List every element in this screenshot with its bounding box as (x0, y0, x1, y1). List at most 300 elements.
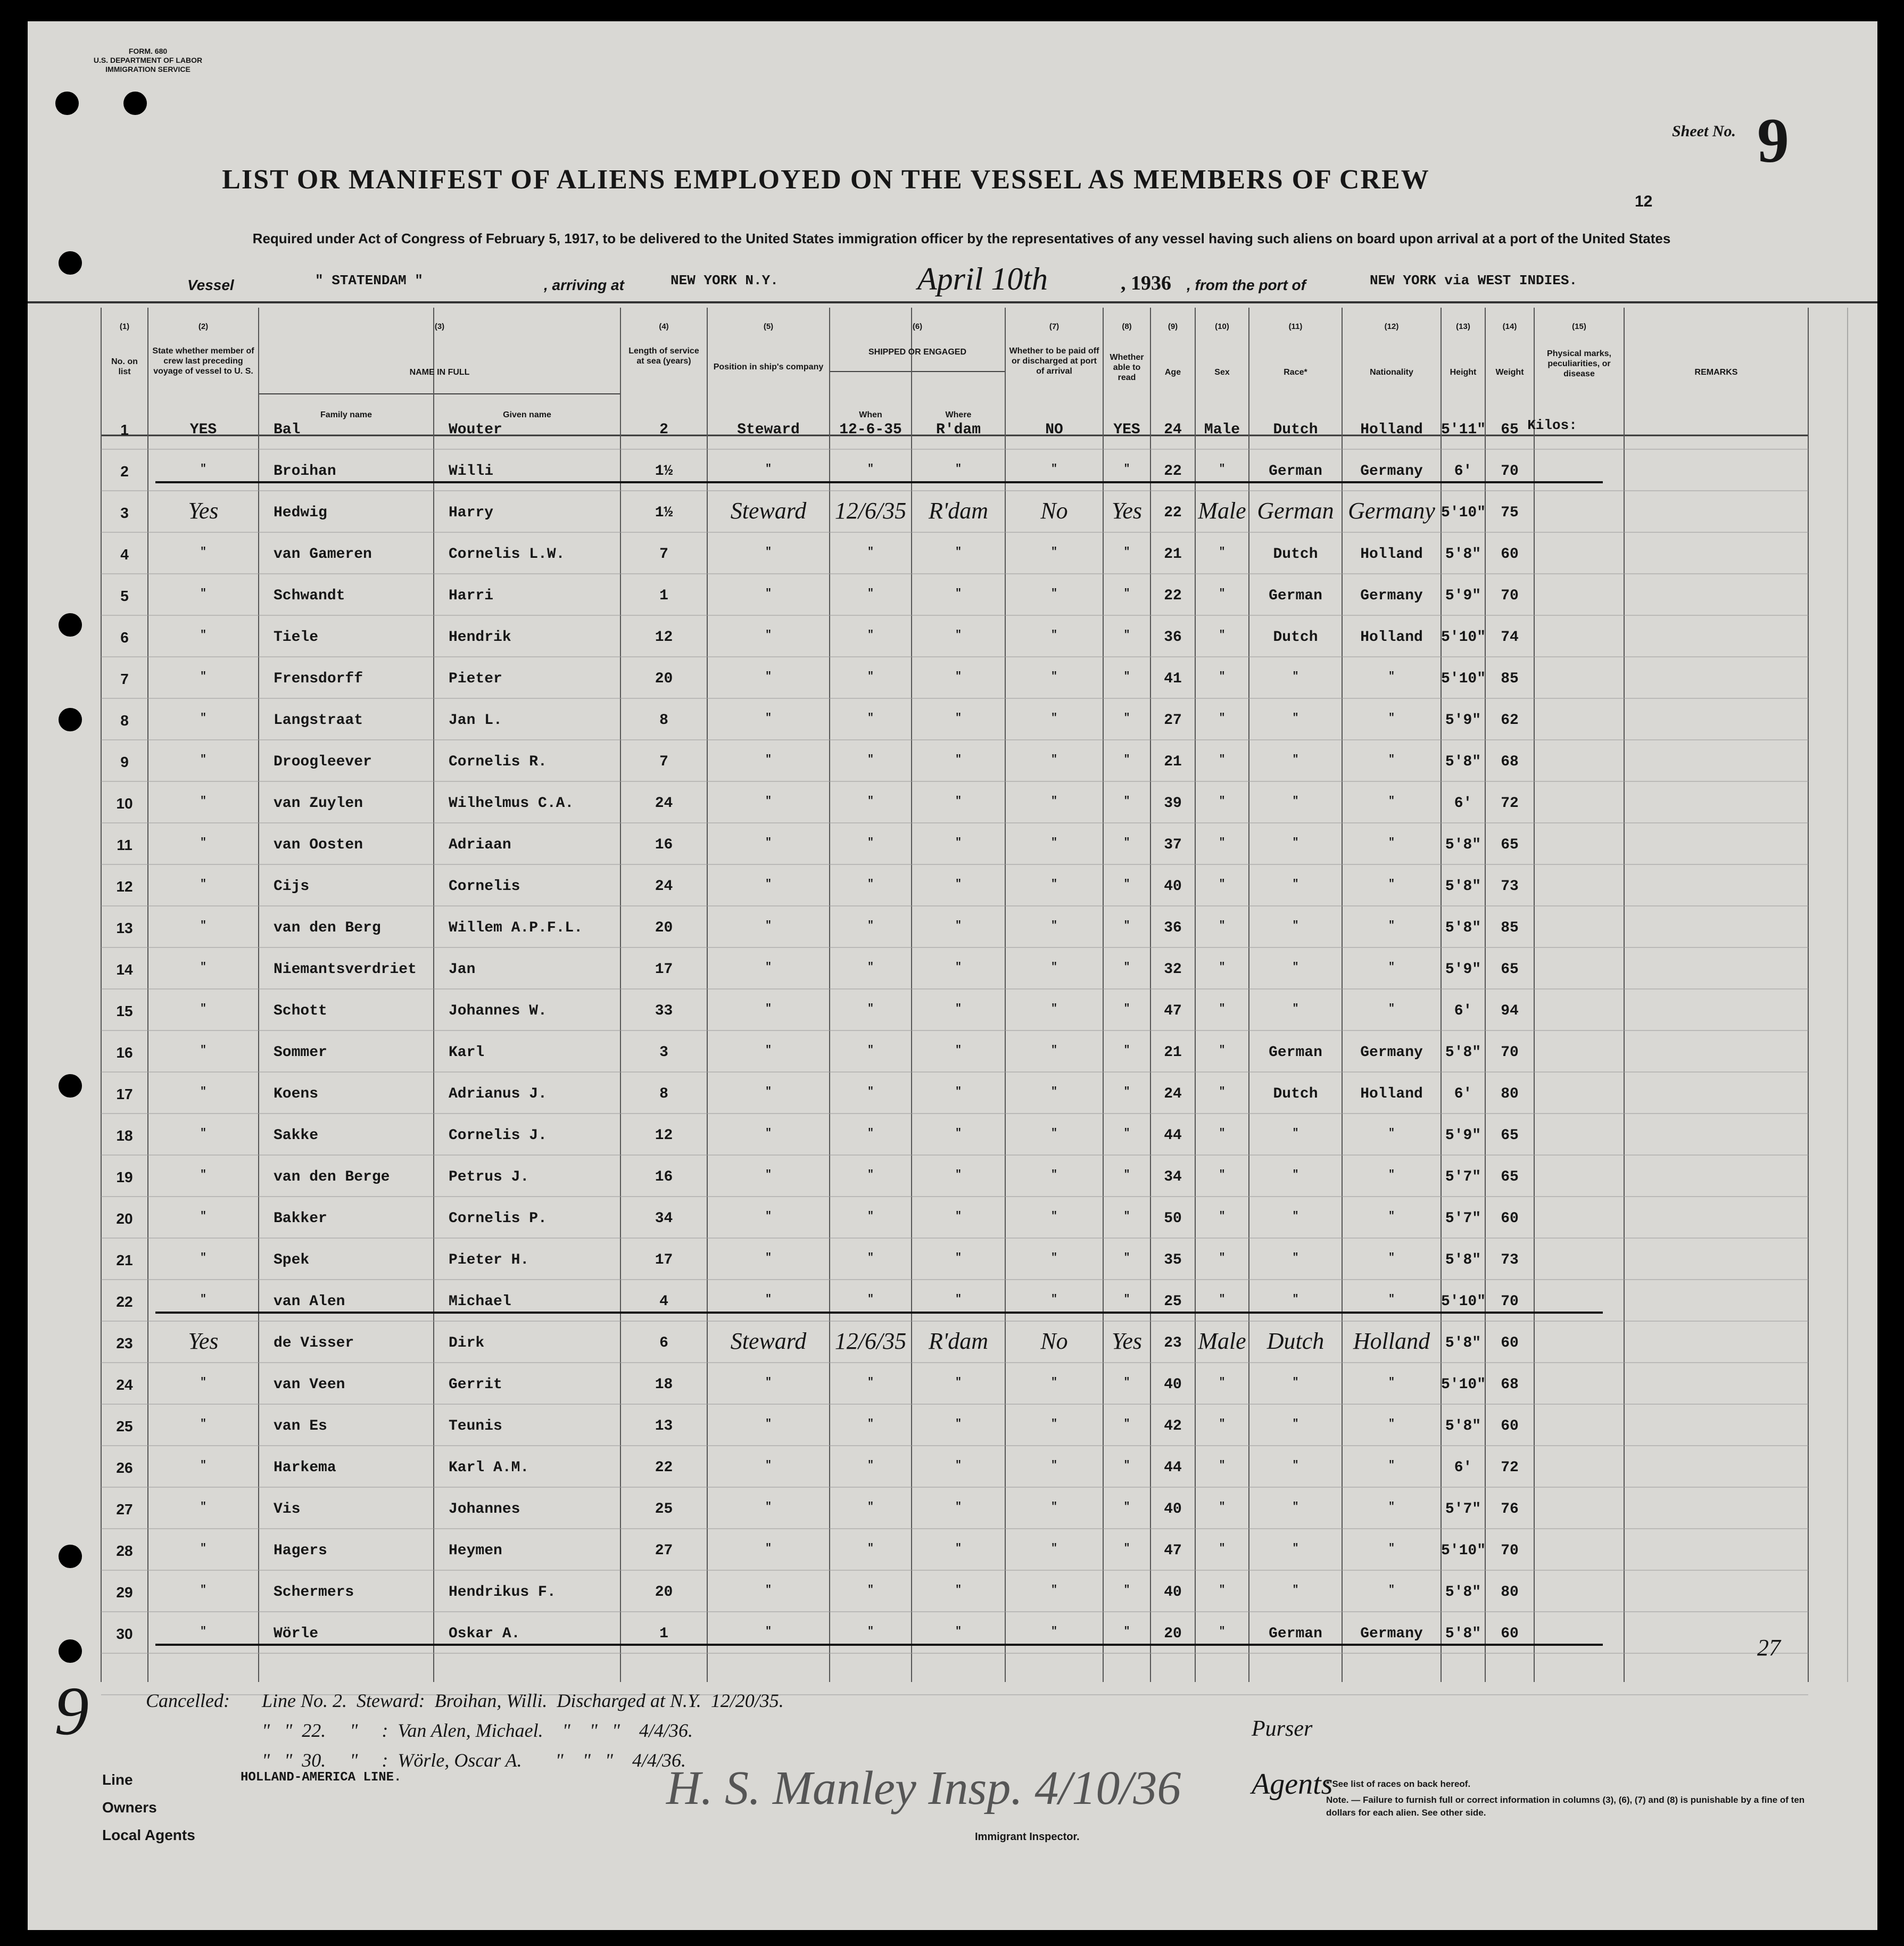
cell-height: 5'10" (1441, 629, 1486, 646)
cell-read: " (1123, 671, 1130, 683)
cell-height: 5'9" (1445, 961, 1481, 978)
cell-given: Willi (449, 463, 494, 480)
cell-given: Hendrikus F. (449, 1584, 556, 1601)
cell-nationality: " (1388, 920, 1395, 932)
cell-paid: " (1050, 920, 1057, 932)
cell-where: " (955, 463, 962, 475)
cell-service: 4 (659, 1293, 668, 1310)
cell-given: Cornelis L.W. (449, 546, 565, 563)
cell-weight: 65 (1501, 837, 1519, 853)
cell-paid: " (1050, 712, 1057, 724)
cell-where: " (955, 1210, 962, 1223)
cell-nationality: Holland (1360, 422, 1423, 438)
local-agents-label: Local Agents (102, 1827, 195, 1843)
cell-height: 6' (1454, 1459, 1472, 1476)
cell-family: Frensdorff (274, 671, 363, 687)
cell-where: " (955, 1626, 962, 1638)
cell-height: 5'8" (1445, 1252, 1481, 1268)
cell-sex: " (1219, 1003, 1226, 1015)
cell-weight: 70 (1501, 463, 1519, 480)
cell-no: 22 (116, 1293, 133, 1310)
cell-given: Michael (449, 1293, 511, 1310)
cell-service: 1½ (655, 505, 673, 521)
cell-race: German (1269, 1626, 1322, 1642)
punch-hole (59, 708, 82, 731)
races-footnote: * See list of races on back hereof. (1326, 1779, 1471, 1789)
column-number: (6) (912, 322, 923, 331)
cell-sex: " (1219, 1418, 1226, 1430)
cell-position: Steward (730, 1328, 807, 1354)
cell-no: 28 (116, 1543, 133, 1559)
cell-family: Wörle (274, 1626, 319, 1642)
column-header-sex: Sex (1214, 368, 1230, 377)
cell-height: 5'7" (1445, 1210, 1481, 1227)
cell-paid: " (1050, 1626, 1057, 1638)
cell-position: " (765, 1210, 772, 1223)
cell-given: Karl (449, 1044, 485, 1061)
cell-nationality: " (1388, 1127, 1395, 1140)
cell-service: 8 (659, 1086, 668, 1102)
cell-age: 40 (1164, 878, 1182, 895)
agent-signature: Agents (1252, 1768, 1333, 1801)
cell-read: " (1123, 1626, 1130, 1638)
cell-family: Hagers (274, 1543, 327, 1559)
cell-age: 47 (1164, 1003, 1182, 1019)
weight-unit-label: Kilos: (1527, 417, 1577, 433)
cell-where: " (955, 920, 962, 932)
cell-weight: 65 (1501, 961, 1519, 978)
column-number: (9) (1168, 322, 1178, 331)
cell-weight: 85 (1501, 920, 1519, 936)
cell-family: Vis (274, 1501, 301, 1518)
cell-weight: 60 (1501, 546, 1519, 563)
cell-where: R'dam (928, 498, 989, 524)
cell-service: 3 (659, 1044, 668, 1061)
cancellation-mark: 9 (54, 1673, 89, 1750)
cell-race: Dutch (1273, 546, 1318, 563)
cell-sex: " (1219, 1044, 1226, 1057)
cell-sex: " (1219, 1376, 1226, 1389)
cell-when: " (867, 1127, 874, 1140)
cell-member: " (200, 463, 206, 475)
cell-nationality: " (1388, 961, 1395, 974)
cell-position: " (765, 795, 772, 807)
cell-age: 34 (1164, 1169, 1182, 1185)
cell-no: 5 (120, 588, 129, 604)
cell-sex: Male (1198, 498, 1246, 524)
cell-position: " (765, 1501, 772, 1513)
cell-age: 21 (1164, 1044, 1182, 1061)
cell-member: " (200, 754, 206, 766)
cell-no: 11 (117, 837, 133, 853)
cell-race: Dutch (1273, 1086, 1318, 1102)
cell-read: " (1123, 629, 1130, 641)
form-number: FORM. 680 (128, 47, 168, 55)
cell-height: 5'10" (1441, 505, 1486, 521)
cancellation-line: Line No. 2. Steward: Broihan, Willi. Discharged at N.Y. 12/20/35. (262, 1690, 784, 1711)
page-subtitle: Required under Act of Congress of February 5, 1917, to be delivered to the United States immigration officer by the representatives of any vessel having such aliens on board upon arrival at a port of the United States (252, 230, 1671, 246)
cell-given: Harry (449, 505, 494, 521)
cell-service: 24 (655, 795, 673, 812)
cell-family: Bal (274, 422, 301, 438)
cell-service: 22 (655, 1459, 673, 1476)
cell-member: " (200, 920, 206, 932)
cell-member: YES (189, 422, 217, 438)
column-header-nationality: Nationality (1370, 368, 1413, 377)
cell-read: " (1123, 837, 1130, 849)
cell-paid: " (1050, 795, 1057, 807)
cell-when: " (867, 1501, 874, 1513)
cell-where: " (955, 837, 962, 849)
cell-no: 2 (120, 463, 129, 480)
cell-read: " (1123, 795, 1130, 807)
cell-nationality: Germany (1360, 463, 1423, 480)
cell-position: " (765, 1252, 772, 1264)
cell-member: " (200, 1252, 206, 1264)
cell-age: 20 (1164, 1626, 1182, 1642)
cell-service: 17 (655, 961, 673, 978)
sheet-label: Sheet No. (1672, 122, 1736, 140)
cell-no: 7 (120, 671, 129, 687)
cell-paid: " (1050, 1418, 1057, 1430)
column-header-height: Height (1450, 368, 1477, 377)
cell-no: 16 (116, 1044, 133, 1061)
cell-where: " (955, 1086, 962, 1098)
cell-no: 21 (116, 1252, 133, 1268)
cell-where: " (955, 1252, 962, 1264)
cell-where: " (955, 588, 962, 600)
cell-race: " (1292, 1127, 1299, 1140)
punch-hole (123, 92, 147, 115)
column-header-age: Age (1164, 368, 1181, 377)
cell-where: " (955, 1584, 962, 1596)
cell-given: Pieter (449, 671, 502, 687)
cell-paid: " (1050, 588, 1057, 600)
cell-paid: " (1050, 878, 1057, 890)
punch-hole (59, 613, 82, 637)
column-header-shipped: SHIPPED OR ENGAGED (868, 348, 967, 357)
cell-height: 5'9" (1445, 712, 1481, 729)
cell-read: " (1123, 1293, 1130, 1306)
cell-read: Yes (1111, 1328, 1143, 1354)
cell-service: 20 (655, 920, 673, 936)
cell-race: " (1292, 837, 1299, 849)
cell-service: 20 (655, 671, 673, 687)
cell-member: " (200, 1210, 206, 1223)
cell-position: " (765, 1044, 772, 1057)
column-number: (15) (1572, 322, 1586, 331)
cell-given: Harri (449, 588, 494, 604)
cell-sex: " (1219, 1501, 1226, 1513)
column-header-physical: Physical marks, peculiarities, or disease (1547, 349, 1611, 378)
cell-weight: 68 (1501, 1376, 1519, 1393)
cell-nationality: Holland (1353, 1328, 1430, 1354)
cell-where: " (955, 795, 962, 807)
arriving-label: , arriving at (544, 277, 624, 293)
cell-age: 24 (1164, 1086, 1182, 1102)
cell-read: " (1123, 1376, 1130, 1389)
cell-no: 13 (116, 920, 133, 936)
cell-read: " (1123, 1086, 1130, 1098)
form-identifier (79, 47, 217, 74)
cell-no: 29 (116, 1584, 133, 1601)
cell-given: Dirk (449, 1335, 485, 1351)
column-header-member: State whether member of crew last preceding voyage of vessel to U. S. (152, 347, 254, 376)
cell-when: " (867, 588, 874, 600)
cell-age: 42 (1164, 1418, 1182, 1434)
cell-member: " (200, 1501, 206, 1513)
cell-member: " (200, 546, 206, 558)
cell-when: " (867, 629, 874, 641)
cell-height: 5'9" (1445, 588, 1481, 604)
cell-where: " (955, 1169, 962, 1181)
cell-no: 23 (116, 1335, 133, 1351)
cell-weight: 60 (1501, 1335, 1519, 1351)
penalty-footnote: Note. — Failure to furnish full or correct information in columns (3), (6), (7) and (8) is punishable by a fine of ten dollars for each alien. See other side. (1326, 1795, 1805, 1818)
cell-position: " (765, 1086, 772, 1098)
cell-no: 19 (116, 1169, 133, 1185)
cell-given: Karl A.M. (449, 1459, 529, 1476)
cell-where: " (955, 754, 962, 766)
cell-sex: " (1219, 795, 1226, 807)
cell-sex: " (1219, 671, 1226, 683)
cell-given: Wilhelmus C.A. (449, 795, 574, 812)
cell-where: " (955, 878, 962, 890)
cell-sex: " (1219, 546, 1226, 558)
cell-service: 20 (655, 1584, 673, 1601)
cell-age: 23 (1164, 1335, 1182, 1351)
cell-family: van Es (274, 1418, 327, 1434)
cell-position: " (765, 1169, 772, 1181)
cell-nationality: " (1388, 1376, 1395, 1389)
cell-race: " (1292, 1418, 1299, 1430)
line-value: HOLLAND-AMERICA LINE. (241, 1770, 402, 1785)
cell-height: 5'7" (1445, 1501, 1481, 1518)
cell-where: " (955, 1418, 962, 1430)
cell-paid: " (1050, 629, 1057, 641)
column-header-position: Position in ship's company (713, 362, 824, 372)
cell-paid: " (1050, 961, 1057, 974)
cell-no: 8 (120, 712, 129, 729)
cell-no: 25 (116, 1418, 133, 1434)
cell-no: 24 (116, 1376, 133, 1393)
cell-no: 17 (116, 1086, 133, 1102)
column-header-race: Race* (1284, 368, 1307, 377)
cell-race: Dutch (1266, 1328, 1324, 1354)
cell-height: 5'8" (1445, 920, 1481, 936)
cell-position: " (765, 1459, 772, 1472)
cell-family: Droogleever (274, 754, 372, 770)
cell-member: " (200, 1127, 206, 1140)
cell-sex: " (1219, 878, 1226, 890)
cell-service: 7 (659, 754, 668, 770)
cell-family: Harkema (274, 1459, 336, 1476)
punch-hole (59, 1074, 82, 1098)
cell-no: 12 (116, 878, 133, 895)
column-number: (12) (1384, 322, 1399, 331)
cell-service: 13 (655, 1418, 673, 1434)
cell-given: Teunis (449, 1418, 502, 1434)
vessel-name: " STATENDAM " (315, 273, 423, 288)
cell-family: Langstraat (274, 712, 363, 729)
cell-family: van Gameren (274, 546, 372, 563)
cell-nationality: Germany (1360, 588, 1423, 604)
column-number: (8) (1122, 322, 1132, 331)
cell-race: German (1269, 1044, 1322, 1061)
column-number: (13) (1456, 322, 1470, 331)
cell-sex: " (1219, 837, 1226, 849)
cell-position: " (765, 671, 772, 683)
cell-where: " (955, 1044, 962, 1057)
cell-when: " (867, 1044, 874, 1057)
cell-where: " (955, 1293, 962, 1306)
cell-position: " (765, 1127, 772, 1140)
cell-nationality: " (1388, 1418, 1395, 1430)
cell-height: 5'8" (1445, 1584, 1481, 1601)
cell-paid: " (1050, 546, 1057, 558)
cell-read: " (1123, 588, 1130, 600)
cell-no: 1 (120, 422, 129, 438)
cell-paid: " (1050, 1044, 1057, 1057)
column-number: (11) (1288, 322, 1303, 331)
cell-family: Hedwig (274, 505, 327, 521)
cell-where: " (955, 1459, 962, 1472)
cell-member: " (200, 1086, 206, 1098)
cell-read: " (1123, 1127, 1130, 1140)
cell-service: 16 (655, 1169, 673, 1185)
arriving-port: NEW YORK N.Y. (670, 273, 779, 288)
cell-age: 24 (1164, 422, 1182, 438)
cell-weight: 72 (1501, 795, 1519, 812)
cell-when: " (867, 1626, 874, 1638)
cell-where: R'dam (936, 422, 981, 438)
cell-race: " (1292, 1293, 1299, 1306)
cell-given: Heymen (449, 1543, 502, 1559)
from-port: NEW YORK via WEST INDIES. (1370, 273, 1578, 288)
cell-nationality: " (1388, 795, 1395, 807)
cell-family: Niemantsverdriet (274, 961, 417, 978)
cell-family: van Veen (274, 1376, 345, 1393)
cell-no: 30 (116, 1626, 133, 1642)
cell-sex: " (1219, 1543, 1226, 1555)
cell-sex: " (1219, 1459, 1226, 1472)
cell-paid: " (1050, 1459, 1057, 1472)
cell-race: " (1292, 920, 1299, 932)
cell-when: " (867, 712, 874, 724)
cell-when: " (867, 795, 874, 807)
cell-nationality: " (1388, 837, 1395, 849)
cell-member: " (200, 1376, 206, 1389)
cell-when: " (867, 961, 874, 974)
cell-family: van den Berg (274, 920, 381, 936)
cell-weight: 60 (1501, 1626, 1519, 1642)
column-number: (10) (1215, 322, 1229, 331)
margin-tally: 27 (1757, 1635, 1781, 1661)
cell-when: " (867, 920, 874, 932)
cell-when: " (867, 1086, 874, 1098)
cell-race: " (1292, 961, 1299, 974)
cell-age: 40 (1164, 1376, 1182, 1393)
cell-height: 5'10" (1441, 1543, 1486, 1559)
cell-where: " (955, 1376, 962, 1389)
cell-when: " (867, 1459, 874, 1472)
cell-read: " (1123, 754, 1130, 766)
cell-read: " (1123, 878, 1130, 890)
cell-position: Steward (737, 422, 800, 438)
cell-nationality: " (1388, 1210, 1395, 1223)
cell-family: van den Berge (274, 1169, 390, 1185)
cell-race: " (1292, 1252, 1299, 1264)
cell-family: Sommer (274, 1044, 327, 1061)
cell-race: " (1292, 878, 1299, 890)
cell-service: 18 (655, 1376, 673, 1393)
cell-paid: " (1050, 1086, 1057, 1098)
cell-paid: " (1050, 463, 1057, 475)
cell-age: 36 (1164, 629, 1182, 646)
cell-where: " (955, 629, 962, 641)
cell-sex: " (1219, 920, 1226, 932)
cell-when: " (867, 1003, 874, 1015)
cell-family: Bakker (274, 1210, 327, 1227)
cell-read: " (1123, 1003, 1130, 1015)
inspector-signature: H. S. Manley Insp. 4/10/36 (666, 1762, 1181, 1815)
cell-given: Jan (449, 961, 476, 978)
cell-no: 26 (116, 1459, 133, 1476)
cell-member: " (200, 671, 206, 683)
cell-paid: No (1040, 1328, 1068, 1354)
punch-hole (59, 1545, 82, 1568)
cell-weight: 62 (1501, 712, 1519, 729)
cell-sex: " (1219, 1086, 1226, 1098)
cell-given: Wouter (449, 422, 502, 438)
cell-service: 27 (655, 1543, 673, 1559)
cell-age: 25 (1164, 1293, 1182, 1310)
cell-given: Jan L. (449, 712, 502, 729)
cell-member: Yes (188, 1328, 219, 1354)
cell-height: 5'10" (1441, 1376, 1486, 1393)
cell-member: " (200, 961, 206, 974)
cell-height: 5'8" (1445, 754, 1481, 770)
cell-no: 20 (116, 1210, 133, 1227)
column-header-name-in-full: NAME IN FULL (409, 368, 470, 377)
cell-weight: 74 (1501, 629, 1519, 646)
cell-when: " (867, 1252, 874, 1264)
cell-weight: 73 (1501, 878, 1519, 895)
cell-nationality: Holland (1360, 1086, 1423, 1102)
cell-when: " (867, 1418, 874, 1430)
cell-when: " (867, 1169, 874, 1181)
cell-nationality: " (1388, 671, 1395, 683)
column-number: (2) (198, 322, 209, 331)
cell-height: 6' (1454, 795, 1472, 812)
cell-given: Adriaan (449, 837, 511, 853)
cell-paid: " (1050, 1127, 1057, 1140)
cell-race: Dutch (1273, 629, 1318, 646)
cell-paid: " (1050, 1003, 1057, 1015)
cell-sex: " (1219, 463, 1226, 475)
cell-sex: " (1219, 961, 1226, 974)
cell-when: 12/6/35 (834, 1328, 907, 1354)
cell-weight: 85 (1501, 671, 1519, 687)
cell-paid: " (1050, 1501, 1057, 1513)
cell-paid: No (1040, 498, 1068, 524)
cell-height: 5'7" (1445, 1169, 1481, 1185)
cell-weight: 60 (1501, 1418, 1519, 1434)
cell-service: 16 (655, 837, 673, 853)
cell-read: " (1123, 1584, 1130, 1596)
cell-read: " (1123, 463, 1130, 475)
cell-read: " (1123, 1252, 1130, 1264)
